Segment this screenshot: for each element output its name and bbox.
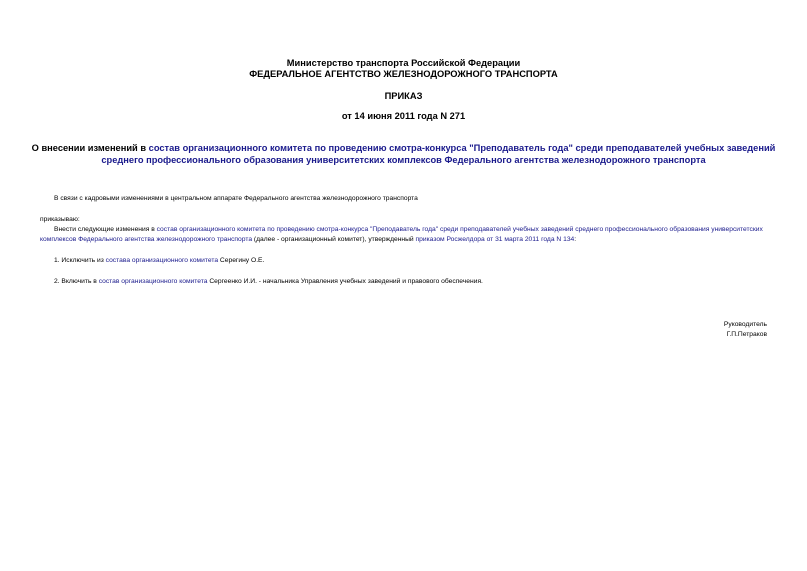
item-1-prefix: 1. Исключить из [54,257,106,264]
document-date-number: от 14 июня 2011 года N 271 [341,111,466,121]
item-1 [54,256,264,266]
main-suffix: : [574,235,577,243]
item-2-prefix: 2. Включить в [54,278,99,285]
ministry-name: Министерство транспорта Российской Федерации [286,58,521,68]
item-2 [54,277,483,287]
document-title [30,142,777,166]
item-1-suffix: Серегину О.Е. [218,257,265,264]
main-middle: (далее - организационный комитет), утвержденный [252,235,416,243]
item-1-link[interactable]: состава организационного комитета [105,257,219,264]
title-prefix: О внесении изменений в [31,143,149,153]
signature-name: Г.П.Петраков [726,331,767,338]
document-type: ПРИКАЗ [384,91,423,101]
main-prefix: Внести следующие изменения в [54,226,157,233]
main-link-order[interactable]: приказом Росжелдора от 31 марта 2011 года N 134 [415,235,575,243]
main-link-committee[interactable]: состав организационного комитета по проведению смотра-конкурса "Преподаватель года" среди преподавателей учебных заведений среднего профессионального образования университетских комплексов Федерального агентства железнодорожного транспорта [40,226,763,243]
item-2-suffix: Сергеенко И.И. - начальника Управления учебных заведений и правового обеспечения. [207,278,483,285]
intro-paragraph: В связи с кадровыми изменениями в центральном аппарате Федерального агентства железнодорожного транспорта [54,195,418,202]
order-word: приказываю: [40,216,80,223]
main-paragraph [40,225,767,244]
title-link-committee[interactable]: состав организационного комитета по проведению смотра-конкурса "Преподаватель года" среди преподавателей учебных заведений среднего профессионального образования университетских комплексов Федерального агентства железнодорожного транспорта [101,143,776,165]
signature-role: Руководитель [723,321,767,328]
item-2-link[interactable]: состав организационного комитета [98,278,208,285]
agency-name: ФЕДЕРАЛЬНОЕ АГЕНТСТВО ЖЕЛЕЗНОДОРОЖНОГО ТРАНСПОРТА [249,69,558,79]
